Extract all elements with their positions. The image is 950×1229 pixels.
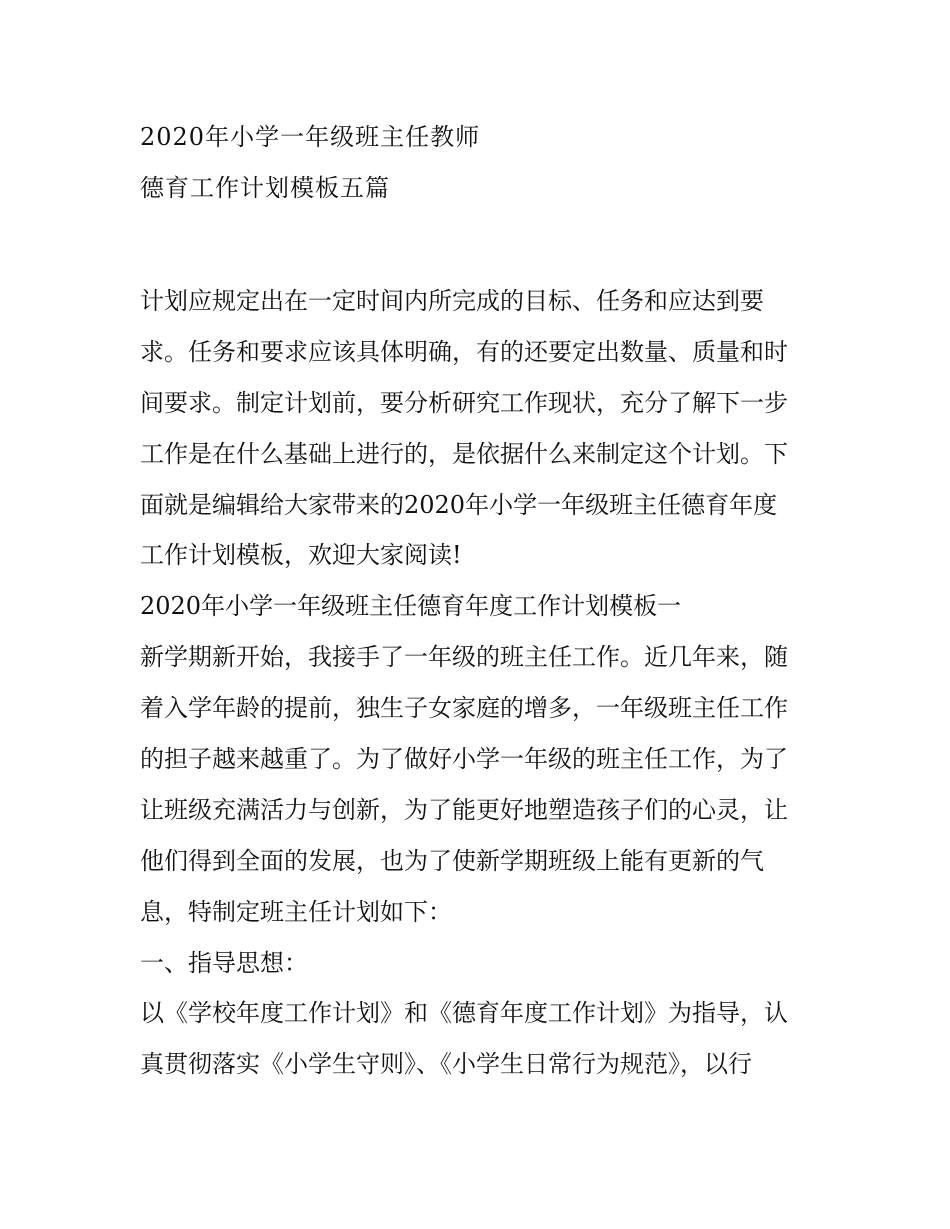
document-body (140, 276, 820, 1090)
body-line: 真贯彻落实《小学生守则》、《小学生日常行为规范》，以行 (140, 1050, 752, 1079)
title-line-1: 2020年小学一年级班主任教师 (140, 123, 481, 151)
subsection-heading: 一、指导思想： (140, 948, 308, 977)
body-line: 他们得到全面的发展，也为了使新学期班级上能有更新的气 (140, 846, 764, 875)
body-line: 着入学年龄的提前，独生子女家庭的增多，一年级班主任工作 (140, 694, 788, 723)
body-line: 息，特制定班主任计划如下： (140, 897, 452, 926)
body-line: 新学期新开始，我接手了一年级的班主任工作。近几年来，随 (140, 643, 788, 672)
body-line: 间要求。制定计划前，要分析研究工作现状，充分了解下一步 (140, 388, 788, 417)
body-line: 工作是在什么基础上进行的，是依据什么来制定这个计划。下 (140, 439, 788, 468)
body-line: 计划应规定出在一定时间内所完成的目标、任务和应达到要 (140, 287, 764, 315)
body-line: 求。任务和要求应该具体明确，有的还要定出数量、质量和时 (140, 337, 788, 366)
document-title (140, 112, 820, 214)
section-heading: 2020年小学一年级班主任德育年度工作计划模板一 (140, 592, 682, 621)
body-line: 让班级充满活力与创新，为了能更好地塑造孩子们的心灵，让 (140, 795, 788, 824)
body-line: 以《学校年度工作计划》和《德育年度工作计划》为指导，认 (140, 999, 788, 1028)
body-line: 工作计划模板，欢迎大家阅读! (140, 541, 462, 570)
body-line: 的担子越来越重了。为了做好小学一年级的班主任工作，为了 (140, 745, 788, 774)
title-line-2: 德育工作计划模板五篇 (140, 173, 390, 202)
body-line: 面就是编辑给大家带来的2020年小学一年级班主任德育年度 (140, 490, 778, 519)
